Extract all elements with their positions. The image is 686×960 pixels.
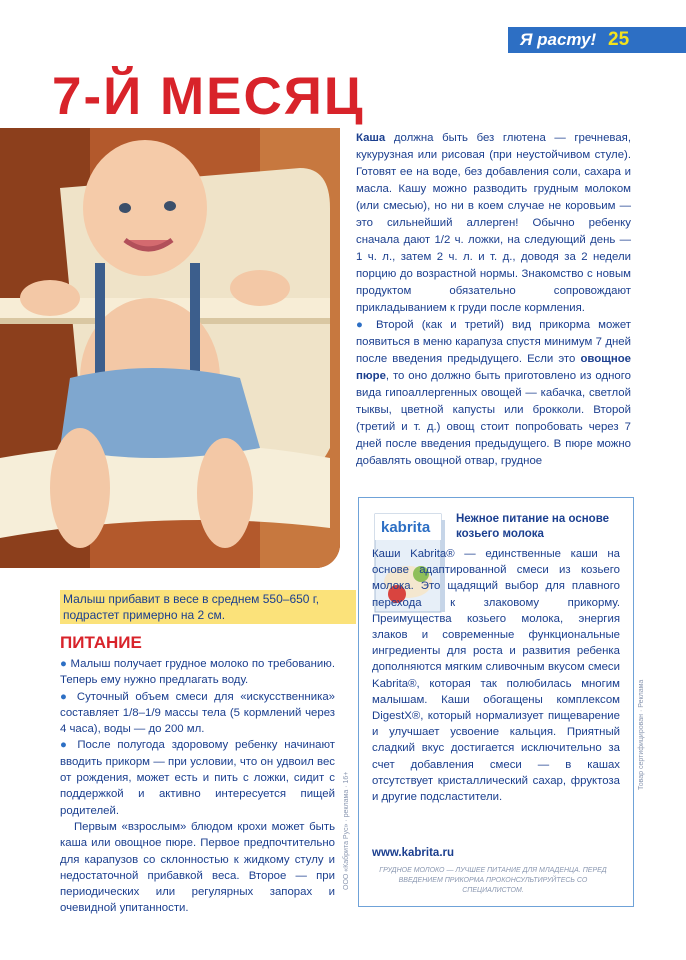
nutrition-paragraph: Первым «взрослым» блюдом крохи может быть каша или овощное пюре. Первое предпочтительно для карапузов со склонностью к жидкому стулу и недостаточной прибавкой веса. Второе — при периодических или регулярных запорах и очевидной упитанности. bbox=[60, 820, 336, 915]
baby-illustration bbox=[0, 128, 340, 568]
nutrition-heading: ПИТАНИЕ bbox=[60, 633, 142, 652]
page-number: 25 bbox=[608, 29, 630, 50]
ad-heading: Нежное питание на основе козьего молока bbox=[456, 513, 610, 540]
bullet-icon: ● bbox=[60, 739, 78, 752]
section-label: Я расту! bbox=[520, 30, 597, 49]
vegetable-puree-term: овощное пюре bbox=[356, 353, 631, 382]
kabrita-logo: kabrita bbox=[381, 519, 431, 536]
side-note-left: ООО «Кабрита Рус» · реклама · 16+ bbox=[343, 771, 350, 890]
page-title: 7-Й МЕСЯЦ bbox=[52, 67, 365, 126]
feeding-text-right bbox=[356, 130, 631, 470]
bullet-icon: ● bbox=[356, 319, 376, 331]
nutrition-paragraph: Малыш получает грудное молоко по требованию. Теперь ему нужно предлагать воду. bbox=[60, 658, 336, 687]
ad-body-text bbox=[372, 546, 620, 805]
kasha-lead: Каша bbox=[356, 132, 386, 144]
ad-website-link[interactable]: www.kabrita.ru bbox=[372, 847, 455, 859]
ad-body-paragraph: Каши Kabrita® — единственные каши на основе адаптированной смеси из козьего молока. Это щадящий выбор для плавного перехода к злаковому прикорму. Преимущества козьего молока, энергия злаков и современные функциональные ингредиенты для роста и развития ребенка дополняются мягким сливочным вкусом смеси Kabrita®, которая так полюбилась многим малышам. Каши обогащены комплексом DigestX®, который нормализует пищеварение и улучшает усвоение кальция. Приятный сладкий вкус достигается исключительно за счет добавления смеси — в кашах отсутствует кристаллический сахар, фруктоза и другие подсластители. bbox=[372, 548, 620, 804]
baby-photo bbox=[0, 128, 340, 568]
bullet-icon: ● bbox=[60, 690, 77, 703]
growth-caption: Малыш прибавит в весе в среднем 550–650 г, подрастет примерно на 2 см. bbox=[60, 590, 356, 624]
nutrition-text bbox=[60, 656, 335, 917]
second-food-text-1: Второй (как и третий) вид прикорма может появиться в меню карапуза спустя минимум 7 дней после введения предыдущего. Если это bbox=[356, 319, 631, 365]
nutrition-paragraph: Суточный объем смеси для «искусственника» составляет 1/8–1/9 массы тела (5 кормлений через 4 часа), воды — до 200 мл. bbox=[60, 690, 335, 736]
side-note-right: Товар сертифицирован · Реклама bbox=[638, 679, 645, 790]
kasha-text: должна быть без глютена — гречневая, кукурузная или рисовая (при неустойчивом стуле). Готовят ее на воде, без добавления соли, сахара и масла. Кашу можно разводить грудным молоком (или смесью), но ни в коем случае не коровьим — это сильнейший аллерген! Обычно ребенку сначала дают 1/2 ч. ложки, на следующий день — 1 ч. л., затем 2 ч. л. и т. д., доводя за 2 недели порцию до возрастной нормы. Знакомство с новым продуктом обязательно сопровождают прикладыванием к груди после кормления. bbox=[356, 132, 631, 314]
second-food-text-2: , то оно должно быть приготовлено из одного вида гипоаллергенных овощей — кабачка, светлой тыквы, цветной капусты или брокколи. Второй (третий и т. д.) овощ стоит попробовать через 7 дней после введения предыдущего. В пюре можно добавлять овощной отвар, грудное bbox=[356, 370, 631, 467]
bullet-icon: ● bbox=[60, 658, 71, 670]
ad-disclaimer: ГРУДНОЕ МОЛОКО — ЛУЧШЕЕ ПИТАНИЕ ДЛЯ МЛАДЕНЦА. ПЕРЕД ВВЕДЕНИЕМ ПРИКОРМА ПРОКОНСУЛЬТИРУЙТЕСЬ СО СПЕЦИАЛИСТОМ. bbox=[379, 867, 607, 894]
nutrition-paragraph: После полугода здоровому ребенку начинают вводить прикорм — при условии, что он удвоил вес от рождения, может есть и пить с ложки, сидит с поддержкой и активно интересуется пищей родителей. bbox=[60, 739, 336, 817]
